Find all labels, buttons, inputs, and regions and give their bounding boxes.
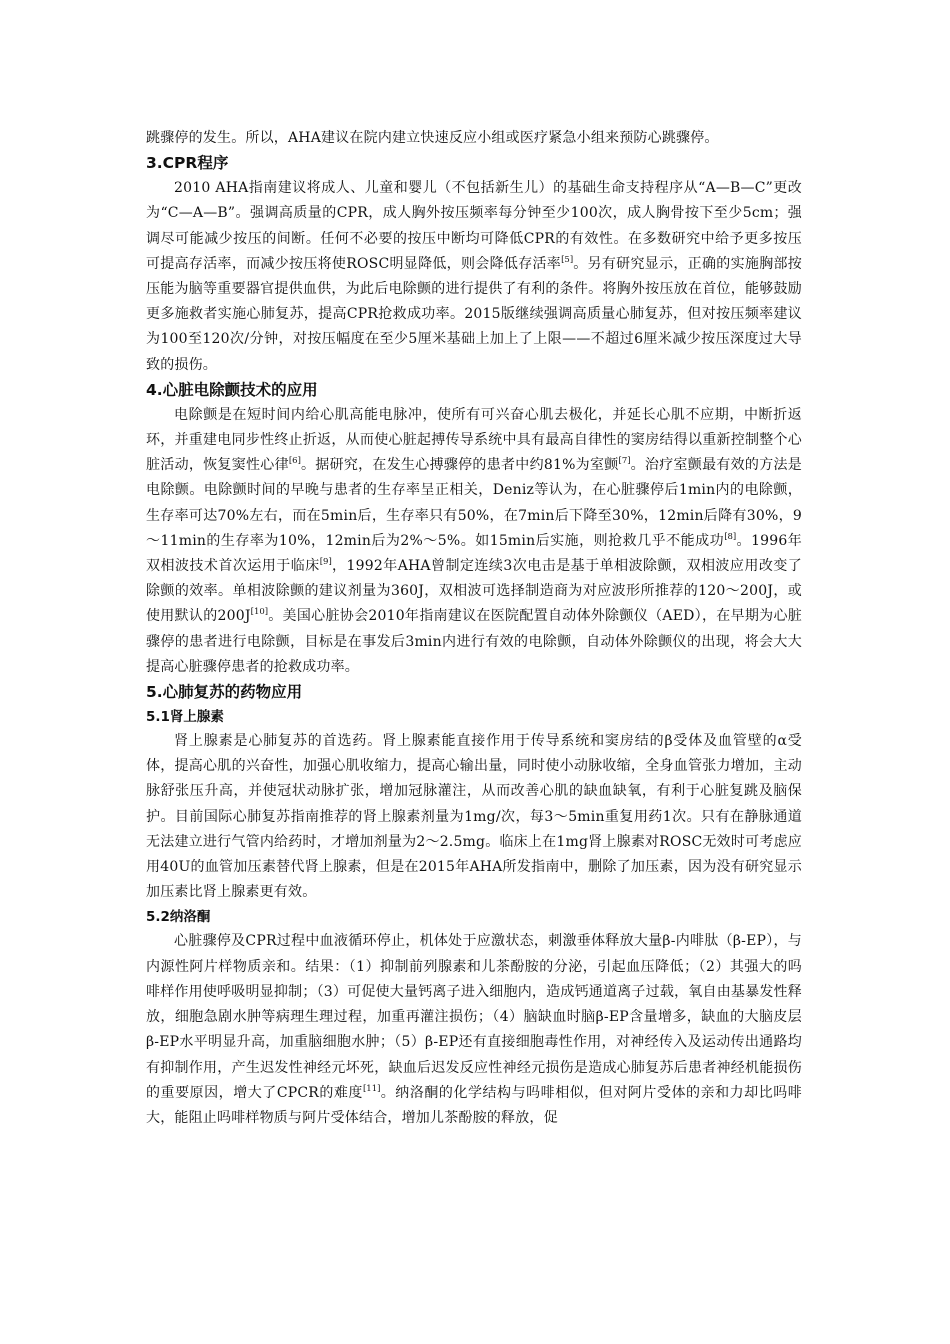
section-5-2-paragraph: 心脏骤停及CPR过程中血液循环停止，机体处于应激状态，刺激垂体释放大量β-内啡肽（β-EP），与内源性阿片样物质亲和。结果：（1）抑制前列腺素和儿茶酚胺的分泌，引起血压降低；（2）其强大的吗啡样作用使呼吸明显抑制；（3）可促使大量钙离子进入细胞内，造成钙通道离子过载，氧自由基暴发性释放，细胞急剧水肿等病理生理过程，加重再灌注损伤；（4）脑缺血时脑β-EP含量增多，缺血的大脑皮层β-EP水平明显升高，加重脑细胞水肿；（5）β-EP还有直接细胞毒性作用，对神经传入及运动传出通路均有抑制作用，产生迟发性神经元坏死，缺血后迟发反应性神经元损伤是造成心肺复苏后患者神经机能损伤的重要原因，增大了CPCR的难度[11]。纳洛酮的化学结构与吗啡相似，但对阿片受体的亲和力却比吗啡大，能阻止吗啡样物质与阿片受体结合，增加儿茶酚胺的释放，促 [146,933,802,1126]
section-3-paragraph: 2010 AHA指南建议将成人、儿童和婴儿（不包括新生儿）的基础生命支持程序从“A—B—C”更改为“C—A—B”。强调高质量的CPR，成人胸外按压频率每分钟至少100次，成人胸骨按下至少5cm；强调尽可能减少按压的间断。任何不必要的按压中断均可降低CPR的有效性。在多数研究中给予更多按压可提高存活率，而减少按压将使ROSC明显降低，则会降低存活率[5]。另有研究显示，正确的实施胸部按压能为脑等重要器官提供血供，为此后电除颤的进行提供了有利的条件。将胸外按压放在首位，能够鼓励更多施救者实施心肺复苏，提高CPR抢救成功率。2015版继续强调高质量心肺复苏，但对按压频率建议为100至120次/分钟，对按压幅度在至少5厘米基础上加上了上限——不超过6厘米减少按压深度过大导致的损伤。 [146,180,803,373]
intro-paragraph: 跳骤停的发生。所以，AHA建议在院内建立快速反应小组或医疗紧急小组来预防心跳骤停。 [146,130,719,146]
citation-ref: [10] [250,607,269,618]
section-5-1-heading: 5.1肾上腺素 [146,709,224,726]
section-3-heading: 3.CPR程序 [146,154,229,173]
section-5-2-heading: 5.2纳洛酮 [146,909,211,926]
section-5-1-paragraph: 肾上腺素是心肺复苏的首选药。肾上腺素能直接作用于传导系统和窦房结的β受体及血管壁的α受体，提高心肌的兴奋性，加强心肌收缩力，提高心输出量，同时使小动脉收缩，全身血管张力增加，主动脉舒张压升高，并使冠状动脉扩张，增加冠脉灌注，从而改善心肌的缺血缺氧，有利于心脏复跳及脑保护。目前国际心肺复苏指南推荐的肾上腺素剂量为1mg/次，每3～5min重复用药1次。只有在静脉通道无法建立进行气管内给药时，才增加剂量为2～2.5mg。临床上在1mg肾上腺素对ROSC无效时可考虑应用40U的血管加压素替代肾上腺素，但是在2015年AHA所发指南中，删除了加压素，因为没有研究显示加压素比肾上腺素更有效。 [146,733,802,901]
citation-ref: [9] [319,557,332,568]
citation-ref: [5] [561,254,574,265]
citation-ref: [6] [288,456,301,467]
citation-ref: [7] [618,456,631,467]
section-4-paragraph: 电除颤是在短时间内给心肌高能电脉冲，使所有可兴奋心肌去极化，并延长心肌不应期，中断折返环，并重建电同步性终止折返，从而使心脏起搏传导系统中具有最高自律性的窦房结得以重新控制整个心脏活动，恢复窦性心律[6]。据研究，在发生心搏骤停的患者中约81%为室颤[7]。治疗室颤最有效的方法是电除颤。电除颤时间的早晚与患者的生存率呈正相关，Deniz等认为，在心脏骤停后1min内的电除颤，生存率可达70%左右，而在5min后，生存率只有50%，在7min后下降至30%，12min后降有30%，9～11min的生存率为10%，12min后为2%～5%。如15min后实施，则抢救几乎不能成功[8]。1996年双相波技术首次运用于临床[9]，1992年AHA曾制定连续3次电击是基于单相波除颤，双相波应用改变了除颤的效率。单相波除颤的建议剂量为360J，双相波可选择制造商为对应波形所推荐的120～200J，或使用默认的200J[10]。美国心脏协会2010年指南建议在医院配置自动体外除颤仪（AED），在早期为心脏骤停的患者进行电除颤，目标是在事发后3min内进行有效的电除颤，自动体外除颤仪的出现，将会大大提高心脏骤停患者的抢救成功率。 [146,406,802,675]
citation-ref: [11] [362,1083,381,1094]
citation-ref: [8] [724,531,737,542]
section-4-heading: 4.心脏电除颤技术的应用 [146,380,318,399]
section-5-heading: 5.心肺复苏的药物应用 [146,683,303,702]
